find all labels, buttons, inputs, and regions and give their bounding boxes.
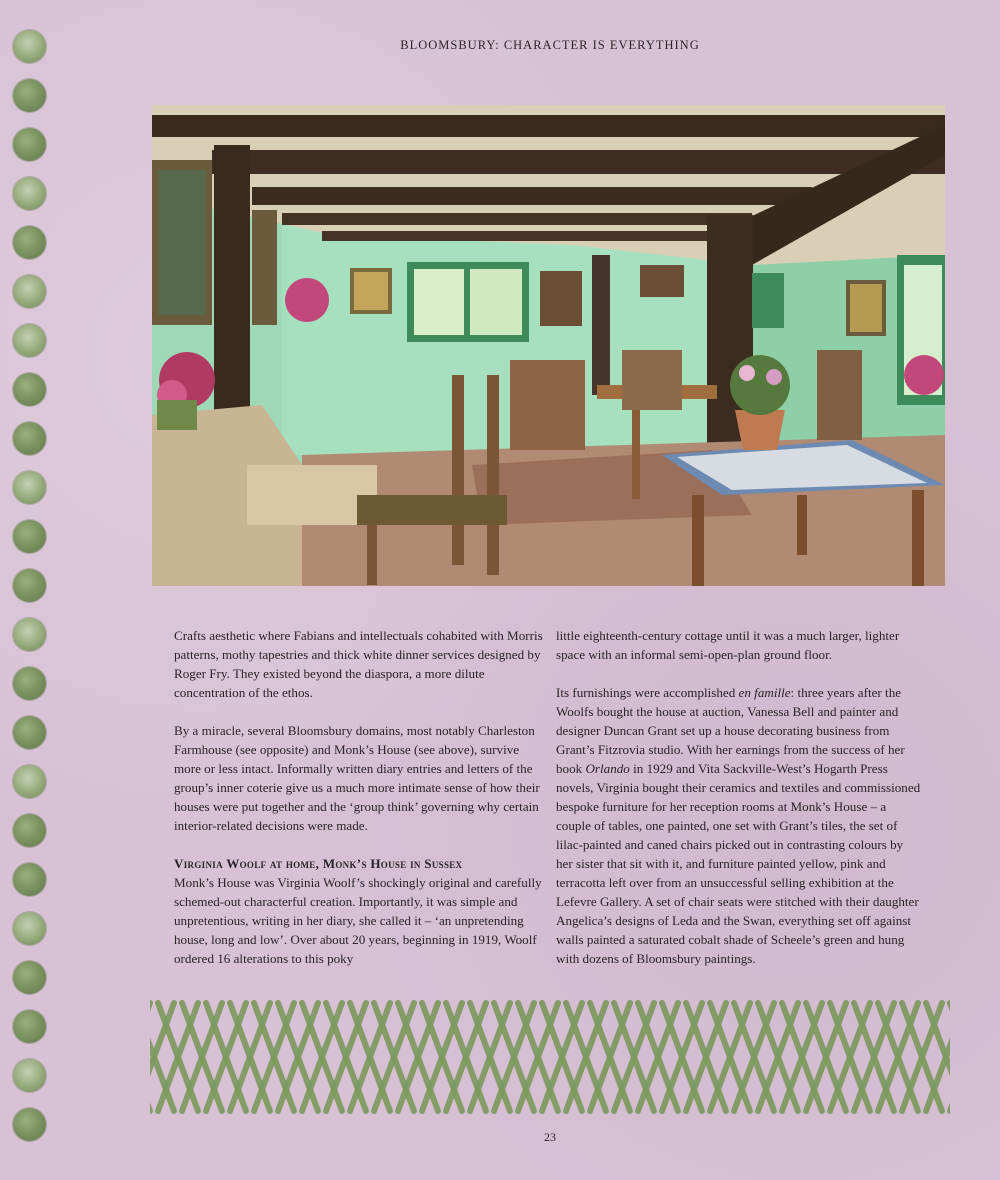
paragraph: Monk’s House was Virginia Woolf’s shockingly original and carefully schemed-out characterful creation. Importantly, it was simple and unpretentious, writing in her diary, she called it – ‘an unpretending house, long and low’. Over about 20 years, beginning in 1919, Woolf ordered 16 alterations to this poky	[174, 875, 542, 966]
decorative-dot	[13, 765, 46, 798]
text-run: Its furnishings were accomplished	[556, 685, 739, 700]
interior-photo-illustration	[152, 105, 945, 586]
italic-book-title: Orlando	[585, 761, 630, 776]
decorative-dot	[13, 520, 46, 553]
text-column-right	[556, 626, 923, 987]
decorative-dot	[13, 618, 46, 651]
text-run: : three years after the Woolfs bought the house at auction, Vanessa Bell and painter and designer Duncan Grant set up a house decorating business from Grant’s Fitzrovia studio. With her earnings from the success of her book	[556, 685, 905, 776]
section-subheading: Virginia Woolf at home, Monk’s House in Sussex	[174, 856, 463, 871]
decorative-dot	[13, 814, 46, 847]
dot-border-decoration	[10, 30, 50, 1150]
paragraph	[556, 683, 923, 968]
decorative-dot	[13, 128, 46, 161]
decorative-dot	[13, 912, 46, 945]
decorative-dot	[13, 1059, 46, 1092]
text-column-left	[174, 626, 544, 987]
decorative-dot	[13, 324, 46, 357]
decorative-dot	[13, 961, 46, 994]
paragraph: By a miracle, several Bloomsbury domains, most notably Charleston Farmhouse (see opposite) and Monk’s House (see above), survive more or less intact. Informally written diary entries and letters of the group’s inner coterie give us a much more intimate sense of how their houses were put together and the ‘group think’ governing why certain interior-related decisions were made.	[174, 723, 540, 833]
decorative-dot	[13, 177, 46, 210]
decorative-dot	[13, 569, 46, 602]
decorative-dot	[13, 471, 46, 504]
crosshatch-lattice-decoration	[150, 995, 950, 1117]
decorative-dot	[13, 226, 46, 259]
interior-photo	[152, 105, 945, 586]
decorative-dot	[13, 275, 46, 308]
paragraph: Crafts aesthetic where Fabians and intellectuals cohabited with Morris patterns, mothy tapestries and thick white dinner services designed by Roger Fry. They existed beyond the diaspora, a more dilute concentration of the ethos.	[174, 628, 543, 700]
text-run: in 1929 and Vita Sackville-West’s Hogarth Press novels, Virginia bought their ceramics and textiles and commissioned bespoke furniture for her reception rooms at Monk’s House – a couple of tables, one painted, one set with Grant’s tiles, the set of lilac-painted and caned chairs picked out in contrasting colours by her sister that sit with it, and furniture painted yellow, pink and terracotta left over from an unsuccessful selling exhibition at the Lefevre Gallery. A set of chair seats were stitched with their daughter Angelica’s designs of Leda and the Swan, everything set off against walls painted a saturated cobalt shade of Scheele’s green and hung with dozens of Bloomsbury paintings.	[556, 761, 921, 966]
decorative-dot	[13, 373, 46, 406]
running-head: BLOOMSBURY: CHARACTER IS EVERYTHING	[400, 38, 700, 52]
page-number: 23	[544, 1130, 556, 1144]
decorative-dot	[13, 716, 46, 749]
decorative-dot	[13, 667, 46, 700]
decorative-dot	[13, 1010, 46, 1043]
paragraph: little eighteenth-century cottage until it was a much larger, lighter space with an informal semi-open-plan ground floor.	[556, 628, 900, 662]
italic-text: en famille	[738, 685, 791, 700]
decorative-dot	[13, 863, 46, 896]
decorative-dot	[13, 79, 46, 112]
decorative-dot	[13, 422, 46, 455]
